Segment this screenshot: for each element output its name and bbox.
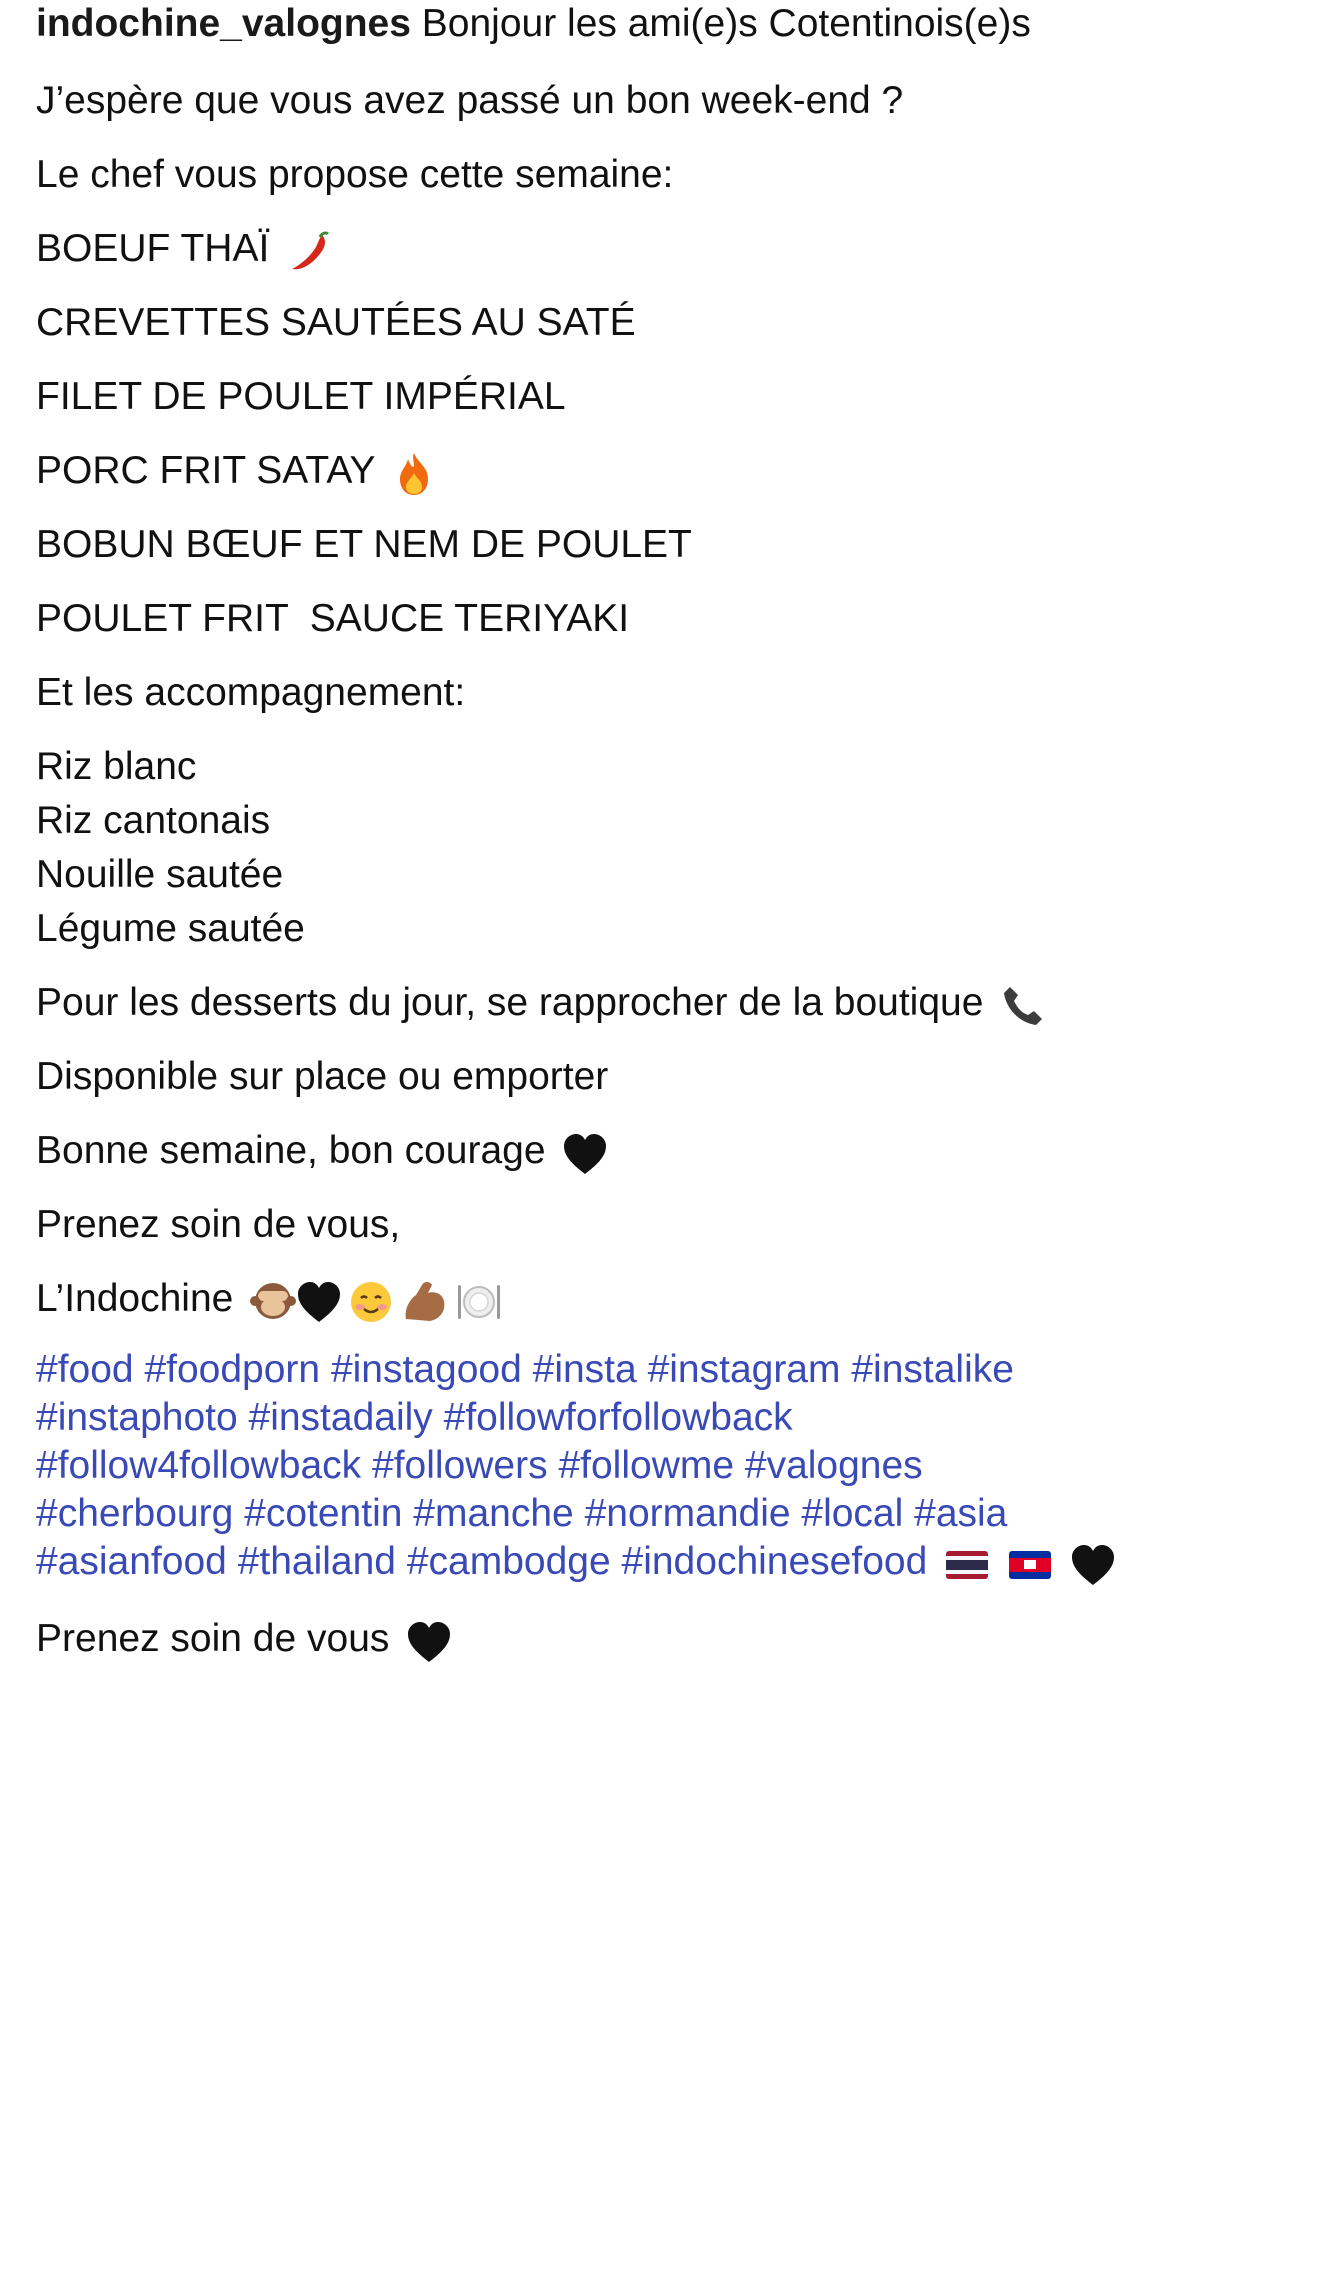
side-item: Nouille sautée — [36, 853, 284, 896]
dish-item: CREVETTES SAUTÉES AU SATÉ — [36, 301, 636, 344]
dish-item: POULET FRIT SAUCE TERIYAKI — [36, 597, 630, 640]
hashtag-link[interactable]: #instadaily — [248, 1396, 433, 1439]
desserts-text: Pour les desserts du jour, se rapprocher de la boutique — [36, 976, 1296, 1030]
cambodia-flag-icon — [1007, 1540, 1053, 1588]
flexed-biceps-icon — [400, 1274, 450, 1328]
black-heart-icon — [296, 1274, 342, 1328]
see-no-evil-monkey-icon — [250, 1274, 296, 1328]
signature-line: L’Indochine — [36, 1272, 1296, 1326]
chili-pepper-icon — [286, 224, 332, 278]
black-heart-icon — [1070, 1540, 1116, 1588]
black-heart-icon — [562, 1126, 608, 1180]
hashtag-link[interactable]: #instagram — [647, 1348, 841, 1391]
hashtag-link[interactable]: #cambodge — [406, 1540, 611, 1583]
hashtag-line — [36, 1346, 1296, 1394]
hashtag-link[interactable]: #thailand — [237, 1540, 396, 1583]
hashtag-link[interactable]: #followers — [372, 1444, 548, 1487]
hashtag-link[interactable]: #instaphoto — [36, 1396, 238, 1439]
side-item: Riz cantonais — [36, 799, 271, 842]
take-care-text: Prenez soin de vous, — [36, 1203, 401, 1246]
black-heart-icon — [406, 1614, 452, 1668]
hashtag-link[interactable]: #foodporn — [144, 1348, 321, 1391]
side-item: Légume sautée — [36, 907, 305, 950]
sides-intro-text: Et les accompagnement: — [36, 671, 466, 714]
dish-item: FILET DE POULET IMPÉRIAL — [36, 375, 566, 418]
post-caption — [36, 0, 1296, 1666]
hashtag-link[interactable]: #instagood — [330, 1348, 522, 1391]
hashtag-link[interactable]: #followforfollowback — [443, 1396, 793, 1439]
dish-item: BOEUF THAÏ — [36, 222, 1296, 276]
hashtag-line — [36, 1442, 1296, 1490]
hashtag-link[interactable]: #follow4followback — [36, 1444, 362, 1487]
closing-text: Prenez soin de vous — [36, 1612, 1296, 1666]
username-link[interactable]: indochine_valognes — [36, 2, 411, 45]
availability-text: Disponible sur place ou emporter — [36, 1055, 609, 1098]
thailand-flag-icon — [944, 1540, 990, 1588]
fire-icon — [392, 446, 436, 500]
dish-item: PORC FRIT SATAY — [36, 444, 1296, 498]
hashtags-block — [36, 1346, 1296, 1586]
hashtag-link[interactable]: #food — [36, 1348, 134, 1391]
hashtag-link[interactable]: #cotentin — [244, 1492, 403, 1535]
week-wish-text: Bonne semaine, bon courage — [36, 1124, 1296, 1178]
telephone-icon — [1000, 978, 1046, 1032]
hashtag-link[interactable]: #normandie — [584, 1492, 791, 1535]
hashtag-link[interactable]: #insta — [532, 1348, 637, 1391]
greeting-text: Bonjour les ami(e)s Cotentinois(e)s — [421, 2, 1031, 45]
hashtag-link[interactable]: #asianfood — [36, 1540, 227, 1583]
question-text: J’espère que vous avez passé un bon week-end ? — [36, 79, 904, 122]
caption-first-line — [36, 0, 1296, 48]
hashtag-link[interactable]: #asia — [914, 1492, 1008, 1535]
hashtag-link[interactable]: #instalike — [851, 1348, 1014, 1391]
hashtag-line — [36, 1490, 1296, 1538]
smiling-face-icon — [348, 1274, 394, 1328]
hashtag-link[interactable]: #valognes — [744, 1444, 923, 1487]
hashtag-link[interactable]: #manche — [413, 1492, 574, 1535]
dish-item: BOBUN BŒUF ET NEM DE POULET — [36, 523, 692, 566]
hashtag-link[interactable]: #followme — [558, 1444, 735, 1487]
intro-text: Le chef vous propose cette semaine: — [36, 153, 674, 196]
hashtag-link[interactable]: #local — [801, 1492, 904, 1535]
hashtag-line — [36, 1394, 1296, 1442]
side-item: Riz blanc — [36, 745, 197, 788]
hashtag-line — [36, 1538, 1296, 1586]
hashtag-link[interactable]: #indochinesefood — [621, 1540, 928, 1583]
hashtag-link[interactable]: #cherbourg — [36, 1492, 234, 1535]
plate-icon — [456, 1274, 502, 1328]
